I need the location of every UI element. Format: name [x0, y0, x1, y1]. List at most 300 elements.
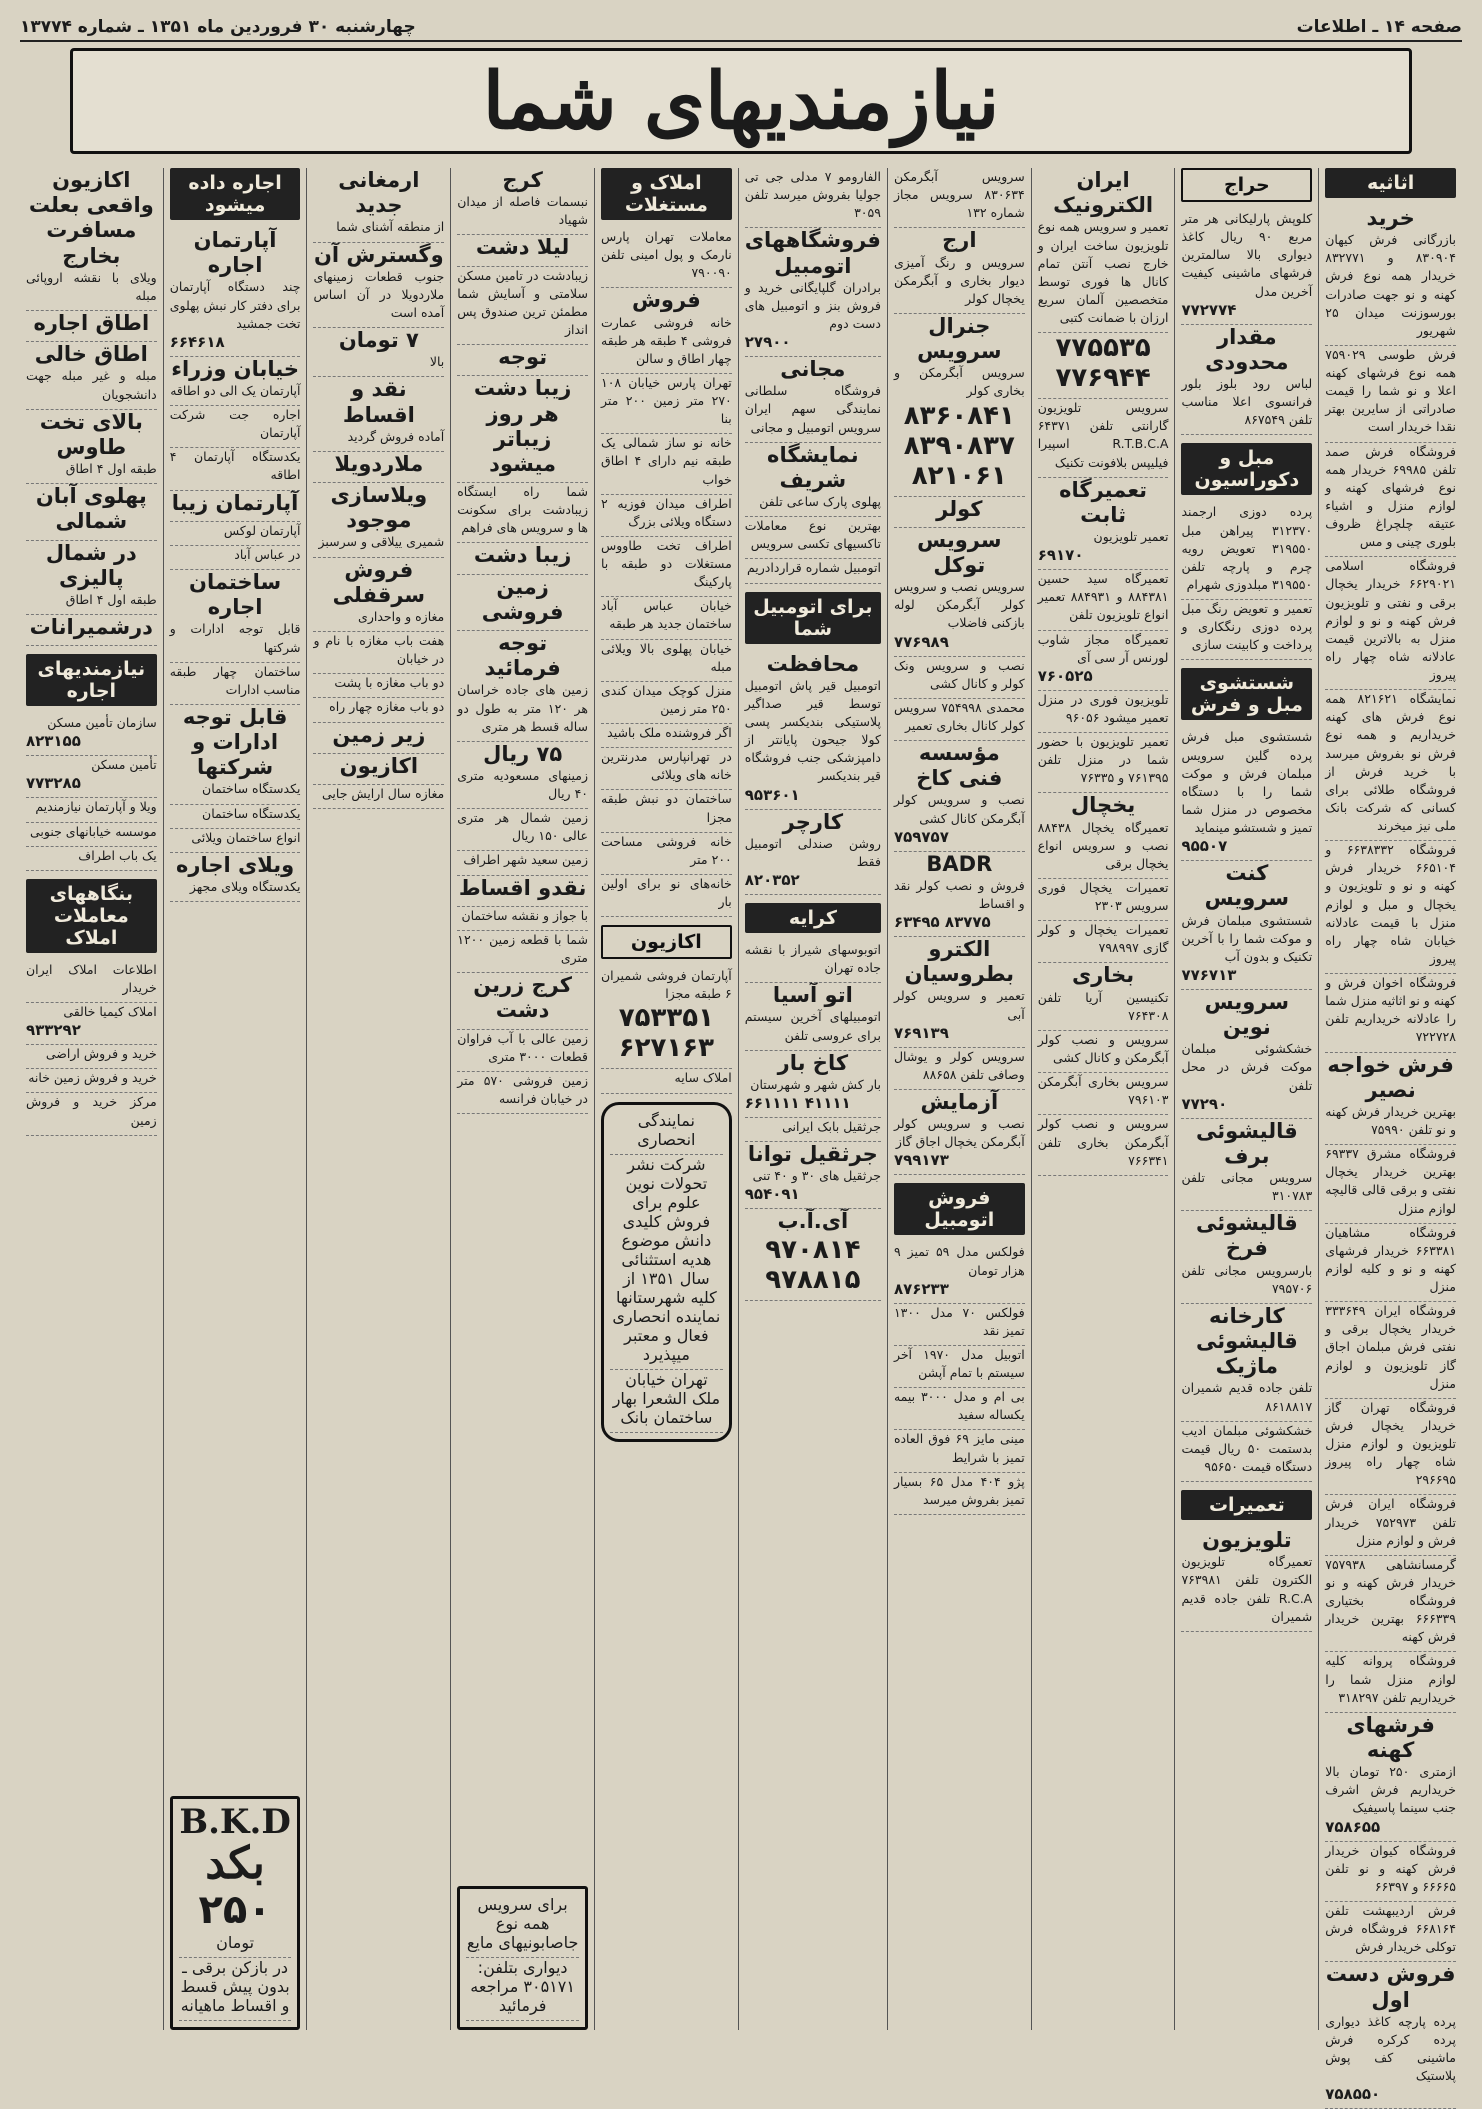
ad-body: فروشگاه سلطانی نمایندگی سهم ایران سرویس اتومبیل و مجانی	[744, 383, 881, 435]
ad-body: فروشگاه ایران فرش تلفن ۷۵۲۹۷۳ خریدار فرش و لوازم منزل	[1325, 1496, 1456, 1548]
bkd-price: ۲۵۰	[198, 1887, 272, 1933]
ad-body: گرمسانشاهی ۷۵۷۹۳۸ خریدار فرش کهنه و نو فروشگاه بختیاری ۶۶۶۳۳۹ بهترین خریدار فرش کهنه	[1325, 1556, 1456, 1645]
ad-body: فروشگاه کیوان خریدار فرش کهنه و نو تلفن ۶۶۶۶۵ و ۶۶۳۹۷	[1325, 1842, 1456, 1894]
ad-body: زمین فروشی ۵۷۰ متر در خیابان فرانسه	[457, 1072, 588, 1106]
classified-ad	[1038, 478, 1169, 571]
classified-ad	[26, 1003, 157, 1045]
ad-body: پژو ۴۰۴ مدل ۶۵ بسیار تمیز بفروش میرسد	[893, 1473, 1025, 1507]
ad-body: پرده دوزی ارجمند ۳۱۲۳۷۰ پیراهن مبل ۳۱۹۵۵۰ تعویض رویه چرم و پارچه تلفن ۳۱۹۵۵۰ مبلدوزی شهرام	[1181, 504, 1313, 592]
ad-title: یخچال	[1070, 793, 1136, 818]
column-cooler	[887, 168, 1031, 2030]
classified-ad	[894, 1473, 1025, 1515]
ad-title: آی.آ.ب	[777, 1209, 849, 1234]
ad-title: زیر زمین	[332, 722, 426, 747]
ad-body: نصب و سرویس ونک کولر و کانال کشی	[893, 657, 1025, 691]
classified-ad	[1325, 443, 1456, 558]
classified-ad	[170, 491, 301, 522]
ad-body: دو باب مغازه چهار راه	[329, 699, 445, 715]
ad-body: فروشگاه اخوان فرش و کهنه و نو اثاثیه منزل شما را عادلانه خریداریم تلفن ۷۲۲۷۲۸	[1325, 975, 1456, 1045]
ad-list	[457, 168, 588, 1114]
classified-ad	[1325, 1902, 1456, 1962]
ad-body: تلفن جاده قدیم شمیران ۸۶۱۸۸۱۷	[1181, 1380, 1313, 1414]
ad-body: سرویس تلویزیون گارانتی تلفن ۶۴۳۷۱ R.T.B.C.A اسپیرا فیلیپس بلافونت تکنیک	[1037, 400, 1169, 470]
ad-body: طبقه اول ۴ اطاق	[65, 591, 157, 607]
ad-body: سرویس آبگرمکن و بخاری کولر	[893, 365, 1025, 399]
ad-body: خیابان عباس آباد ساختمان جدید هر طبقه	[601, 598, 732, 632]
ad-body: پهلوی پارک ساعی تلفن	[759, 494, 881, 510]
classified-ad	[745, 443, 881, 518]
ad-title: ۷ تومان	[338, 328, 419, 353]
ad-phone: ۷۷۶۷۱۳	[1181, 965, 1237, 984]
classified-ad	[1325, 1495, 1456, 1555]
ad-body: سرویس و رنگ آمیزی دیوار بخاری و آبگرمکن یخچال کولر	[893, 254, 1025, 306]
classified-ad	[170, 663, 301, 705]
classified-ad	[457, 267, 588, 346]
ad-body: اطراف میدان فوزیه ۲ دستگاه ویلائی بزرگ	[601, 495, 732, 529]
classified-ad	[1038, 879, 1169, 921]
classified-ad	[894, 937, 1025, 1048]
classified-ad	[1038, 733, 1169, 793]
ad-title: آپارتمان زیبا	[171, 490, 299, 515]
classified-ad	[1325, 1842, 1456, 1902]
ad-body: خشکشوئی مبلمان ادیب بدستمت ۵۰ ریال قیمت دستگاه قیمت ۹۵۶۵۰	[1181, 1422, 1313, 1474]
ad-title: قابل توجه ادارات و شرکتها	[182, 704, 288, 780]
classified-ad	[1325, 1652, 1456, 1712]
classified-ad	[894, 741, 1025, 852]
classified-ad	[1038, 691, 1169, 733]
ad-title: در شمال پالیزی	[45, 540, 137, 590]
ad-title: محافظت	[766, 651, 860, 676]
ad-title: آزمایش	[920, 1089, 999, 1114]
classified-ad	[26, 847, 157, 871]
ad-title: فرشهای کهنه	[1346, 1712, 1435, 1762]
classified-ad	[894, 852, 1025, 937]
ad-title: ۷۵ ریال	[483, 741, 563, 766]
ad-body: منزل کوچک میدان کندی ۲۵۰ متر زمین	[601, 682, 732, 716]
ad-body: خرید و فروش زمین خانه	[28, 1070, 157, 1086]
classified-ad	[1038, 963, 1169, 1030]
ad-list	[1181, 728, 1312, 1482]
classified-ad	[601, 875, 732, 917]
classified-ad	[26, 1069, 157, 1093]
ad-body: طبقه اول ۴ اطاق	[65, 461, 157, 476]
ad-phone: ۷۵۸۶۵۵	[1325, 1817, 1381, 1836]
ad-body: زمین های جاده خراسان هر ۱۲۰ متر به طول دو ساله قسط هر متری	[457, 682, 588, 734]
classified-ad	[457, 876, 588, 907]
ad-body: دیواری بتلفن: ۳۰۵۱۷۱ مراجعه فرمائید	[466, 1958, 579, 2021]
ad-body: تعمیرگاه یخچال ۸۸۴۳۸ نصب و سرویس انواع یخچال برقی	[1037, 819, 1169, 871]
classified-ad	[745, 228, 881, 357]
ad-list	[745, 652, 881, 895]
ad-list	[26, 168, 157, 646]
ad-title: کرج زرین دشت	[473, 973, 572, 1023]
classified-ad	[1181, 325, 1312, 436]
spacer	[170, 910, 301, 1788]
ad-body: خشکشوئی مبلمان موکت فرش در محل تلفن	[1181, 1041, 1313, 1093]
ad-body: یکدستگاه آپارتمان ۴ اطاقه	[169, 449, 301, 483]
ad-body: اگر فروشنده ملک باشید	[607, 725, 732, 741]
classified-ad	[26, 798, 157, 822]
ad-body: تعمیر تلویزیون با حضور شما در منزل تلفن ۷۶۱۳۹۵ و ۷۶۳۳۵	[1037, 734, 1169, 786]
classified-ad	[457, 345, 588, 376]
classified-ad	[1325, 1713, 1456, 1842]
classified-ad	[1038, 1115, 1169, 1175]
ad-body: املاک کیمیا خالقی	[63, 1004, 157, 1020]
classified-ad	[1181, 728, 1312, 861]
ad-body: فروشگاه ۶۶۳۸۳۳۲ و ۶۶۵۱۰۴ خریدار فرش کهنه و نو و تلویزیون و یخچال و مبل و لوازم منزل با قیمت عادلانه خیابان شاه چهار راه پیروز	[1325, 842, 1456, 966]
classified-ad	[601, 374, 732, 434]
ad-body: کلوپش پارلیکانی هر متر مربع ۹۰ ریال کاغذ دیواری بالا سالمترین فرشهای ماشینی کیفیت آخرین مدل	[1181, 211, 1313, 299]
ad-body: شمیری ییلاقی و سرسبز	[318, 534, 445, 550]
ad-body: شستشوی مبلمان فرش و موکت شما را با آخرین تکنیک و بدون آب	[1181, 912, 1313, 964]
section-header: حراج	[1181, 168, 1312, 202]
ad-list	[26, 961, 157, 1136]
section-header: نیازمندیهای اجاره	[26, 654, 157, 706]
ad-title: جرثقیل توانا	[747, 1142, 878, 1167]
ad-body: بازرگانی فرش کیهان ۸۳۰۹۰۴ و ۸۳۲۷۷۱ خریدار همه نوع فرش کهنه و نو جهت صادرات بورسوزنت میدان ۲۵ شهریور	[1325, 232, 1456, 338]
classified-ad	[1038, 631, 1169, 691]
ad-body: اتوبوسهای شیراز با نقشه جاده تهران	[744, 941, 881, 976]
classified-ad	[894, 168, 1025, 228]
classified-ad	[170, 546, 301, 570]
ad-body: خانه فروشی عمارت فروشی ۴ طبقه هر طبقه چهار اطاق و سالن	[601, 314, 732, 366]
ad-title: ملاردویلا	[334, 451, 424, 476]
classified-ad	[894, 699, 1025, 741]
classified-ad	[170, 570, 301, 663]
ad-phone: ۷۵۹۷۵۷	[893, 827, 949, 846]
classified-ad	[1325, 690, 1456, 841]
classified-ad	[1325, 557, 1456, 690]
classified-ad	[26, 168, 157, 311]
ad-body: تکنیسین آریا تلفن ۷۶۴۳۰۸	[1037, 989, 1169, 1023]
classified-ad	[170, 448, 301, 490]
classified-ad	[894, 528, 1025, 657]
ad-body: دو باب مغازه با پشت	[334, 675, 445, 691]
ad-title: زیبا دشت هر روز زیباتر میشود	[473, 376, 572, 476]
classified-ad	[894, 1243, 1025, 1303]
ad-title: ارمغانی جدید	[338, 168, 420, 218]
ad-title: خرید	[1366, 206, 1415, 230]
page-runner	[20, 14, 1462, 42]
ad-body: یکدستگاه ساختمان	[202, 781, 301, 797]
ad-body: خرید و فروش اراضی	[45, 1046, 157, 1062]
ad-title: کرج	[502, 168, 543, 192]
classified-ad	[1181, 990, 1312, 1119]
ad-phone: ۶۹۱۷۰	[1037, 546, 1084, 565]
ad-body: خانه‌های نو برای اولین بار	[601, 875, 732, 910]
ad-title: ویلای اجاره	[176, 852, 295, 877]
ad-body: یک باب اطراف	[78, 847, 157, 863]
ad-body: املاک سایه	[674, 1070, 732, 1086]
ad-list	[745, 168, 881, 584]
classified-ad	[1038, 333, 1169, 399]
ad-phone: ۷۷۳۲۸۵	[25, 774, 81, 793]
ad-body: تأمین مسکن	[91, 757, 157, 773]
ad-title: قالیشوئی فرخ	[1195, 1211, 1298, 1261]
ad-body: آماده فروش گردید	[347, 428, 445, 444]
ad-body: اتومبیل شماره قراردادریم	[746, 560, 881, 576]
classified-ad	[1325, 1224, 1456, 1303]
ad-body: فولکس ۷۰ مدل ۱۳۰۰ تمیز نقد	[893, 1304, 1025, 1338]
classified-ad	[26, 714, 157, 756]
ad-body: یکدستگاه ساختمان	[202, 805, 301, 821]
ad-list	[601, 967, 732, 1093]
ad-body: جنوب قطعات زمینهای ملاردویلا در آن اساس آمده است	[313, 268, 445, 320]
bkd-door-opener-ad	[170, 1796, 301, 2030]
ad-body: بارسرویس مجانی تلفن ۷۹۵۷۰۶	[1181, 1262, 1313, 1296]
ad-address: تهران خیابان ملک الشعرا بهار ساختمان بانک	[610, 1370, 723, 1433]
column-rental	[163, 168, 307, 2030]
ad-list	[601, 228, 732, 917]
ad-body: بالا	[429, 354, 445, 370]
classified-ad	[313, 328, 444, 377]
ad-body: شما راه ایستگاه زیبادشت برای سکونت ها و سرویس های فراهم	[457, 484, 588, 536]
ad-body: انواع ساختمان ویلائی	[191, 829, 301, 845]
ad-phone: ۹۷۰۸۱۴ ۹۷۸۸۱۵	[765, 1234, 861, 1295]
classified-ad	[894, 228, 1025, 314]
ad-title: ساختمان اجاره	[189, 570, 282, 620]
ad-body: بی ام و مدل ۳۰۰۰ بیمه یکساله سفید	[893, 1389, 1025, 1423]
classified-ad	[1181, 503, 1312, 600]
classified-ad	[601, 833, 732, 875]
ad-body: روشن صندلی اتومبیل فقط	[744, 835, 881, 869]
bkd-price-unit: تومان	[179, 1933, 292, 1958]
ad-body: هفت باب مغازه با نام و در خیابان	[313, 633, 445, 667]
classified-ad	[26, 823, 157, 847]
ad-list	[1181, 503, 1312, 660]
classified-ad	[170, 805, 301, 829]
classified-ad	[745, 357, 881, 443]
soap-dispenser-ad	[457, 1886, 588, 2030]
bkd-logo: B.K.D	[179, 1802, 291, 1843]
ad-body: در تهرانپارس مدرنترین خانه های ویلائی	[601, 749, 732, 783]
classified-ad	[1325, 1302, 1456, 1399]
ad-title: فروش سرقفلی	[332, 557, 426, 607]
ad-title: تعمیرگاه ثابت	[1059, 477, 1148, 527]
classified-ad	[313, 674, 444, 698]
classified-ad	[1181, 1211, 1312, 1304]
ad-body: تعمیرگاه تلویزیون الکترون تلفن ۷۶۳۹۸۱ R.C.A تلفن جاده قدیم شمیران	[1181, 1554, 1313, 1624]
classified-ad	[1038, 570, 1169, 630]
classified-ad	[457, 1030, 588, 1072]
ad-body: تهران پارس خیابان ۱۰۸ ۲۷۰ متر زمین ۲۰۰ متر بنا	[601, 374, 732, 427]
ad-body: بار کش شهر و شهرستان	[750, 1076, 881, 1092]
ad-body: اتوبیل مدل ۱۹۷۰ آخر سیستم با تمام آپشن	[893, 1346, 1025, 1380]
ad-body: تعمیر تلویزیون	[1093, 529, 1169, 544]
ad-body: اتومبیلهای آخرین سیستم برای عروسی تلفن	[744, 1009, 881, 1043]
ad-title: پهلوی آبان شمالی	[35, 484, 147, 534]
classified-ad	[601, 748, 732, 790]
classified-ad	[601, 495, 732, 537]
classified-ad	[894, 1048, 1025, 1090]
classified-ad	[601, 537, 732, 597]
ad-title: اکازیون واقعی بعلت مسافرت بخارج	[28, 168, 154, 268]
ad-body: تعمیر و سرویس کولر آبی	[893, 988, 1025, 1022]
bkd-name: بکد	[205, 1837, 265, 1889]
classified-ad	[1325, 1053, 1456, 1146]
classified-ad	[26, 484, 157, 540]
ad-body: آپارتمان لوکس	[223, 522, 301, 538]
classified-ad	[313, 723, 444, 754]
ad-body: زیبادشت در تامین مسکن سلامتی و آسایش شما مطمئن ترین صندوق پس انداز	[457, 267, 588, 337]
classified-ad	[457, 543, 588, 574]
classified-ad	[745, 1209, 881, 1300]
classified-ad	[745, 1051, 881, 1118]
ad-title: لیلا دشت	[475, 235, 570, 260]
classified-ad	[170, 522, 301, 546]
classified-ad	[26, 1093, 157, 1135]
ad-title: نقد و اقساط	[342, 377, 415, 427]
ad-list	[894, 1243, 1025, 1515]
section-header: فروش اتومبیل	[894, 1183, 1025, 1235]
ad-body: مینی مایز ۶۹ فوق العاده تمیز با شرایط	[893, 1431, 1025, 1465]
ad-title: خیابان وزراء	[171, 356, 299, 381]
ad-title: نقدو اقساط	[458, 875, 587, 900]
ad-title: BADR	[926, 851, 993, 876]
classified-ad	[26, 1045, 157, 1069]
classified-ad	[313, 632, 444, 674]
ad-list	[745, 941, 881, 1301]
ad-title: توجه	[498, 345, 548, 370]
ad-title: توجه فرمائید	[484, 631, 561, 681]
ad-title: کاخ بار	[777, 1050, 849, 1075]
ad-body: محمدی ۷۵۴۹۹۸ سرویس کولر کانال بخاری تعمیر	[893, 699, 1025, 733]
ad-title: تلویزیون	[1202, 1528, 1292, 1553]
classified-ad	[457, 168, 588, 235]
classified-ad	[745, 1118, 881, 1142]
classified-ad	[745, 517, 881, 559]
ad-title: فروش	[631, 288, 701, 313]
ad-list	[894, 168, 1025, 1175]
ad-title: ایران الکترونیک	[1053, 168, 1154, 218]
ad-phone: ۷۷۵۵۳۵ ۷۷۶۹۴۴	[1055, 333, 1151, 394]
ad-body: بهترین نوع معاملات تاکسیهای تکسی سرویس	[744, 518, 881, 552]
ad-body: ویلا و آپارتمان نیازمندیم	[35, 799, 157, 815]
ad-list	[1181, 210, 1312, 435]
ad-body: قابل توجه ادارات و شرکتها	[169, 621, 301, 655]
column-electronics	[1031, 168, 1175, 2030]
ad-title: کارچر	[782, 809, 844, 834]
classified-ad	[457, 483, 588, 543]
section-header: کرایه	[745, 903, 881, 933]
ad-body: معاملات تهران پارس نارمک و پول امینی تلفن ۷۹۰۰۹۰	[601, 229, 732, 281]
classified-ad	[457, 851, 588, 875]
section-header: اثاثیه	[1325, 168, 1456, 198]
ad-phone: ۹۵۴۰۹۱	[744, 1185, 800, 1204]
classified-ad	[26, 756, 157, 798]
classified-ad	[894, 1090, 1025, 1175]
ad-phone: ۸۲۰۳۵۲	[744, 870, 800, 889]
classified-ad	[313, 785, 444, 809]
classified-ad	[601, 434, 732, 494]
classified-ad	[894, 657, 1025, 699]
ad-title: مؤسسه فنی کاخ	[916, 741, 1003, 791]
ad-body: آپارتمان یک الی دو اطاقه	[170, 382, 301, 398]
ad-body: سرویس مجانی تلفن ۳۱۰۷۸۳	[1181, 1170, 1313, 1204]
ad-body: فروشگاه مشاهیان ۶۶۳۳۸۱ خریدار فرشهای کهنه و نو و کلیه لوازم منزل	[1325, 1224, 1456, 1295]
runner-page-label: صفحه ۱۴ ـ اطلاعات	[1296, 17, 1462, 37]
classified-ad	[601, 1069, 732, 1093]
ad-title: بالای تخت طاوس	[39, 409, 143, 459]
classified-ad	[1038, 168, 1169, 333]
column-land	[450, 168, 594, 2030]
ad-body: برادران گلپایگانی خرید و فروش بنز و اتومبیل های دست دوم	[744, 279, 881, 331]
bkd-body: در بازکن برقی ـ بدون پیش قسط و اقساط ماهیانه	[179, 1958, 292, 2021]
ad-title: قالیشوئی برف	[1195, 1118, 1298, 1168]
classified-ad	[1038, 1073, 1169, 1115]
ad-body: فروشگاه تهران گاز خریدار یخچال فرش تلویزیون و لوازم منزل شاه چهار راه پیروز ۲۹۶۶۹۵	[1325, 1399, 1456, 1488]
classified-ad	[894, 1430, 1025, 1472]
ad-list	[170, 228, 301, 902]
classified-ad	[26, 615, 157, 646]
ad-title: فروش دست اول	[1325, 1962, 1456, 2012]
ad-list	[26, 714, 157, 871]
ad-body: تلویزیون فوری در منزل تعمیر میشود ۹۶۰۵۶	[1037, 691, 1169, 725]
runner-date-label: چهارشنبه ۳۰ فروردین ماه ۱۳۵۱ ـ شماره ۱۳۷۷۴	[20, 17, 416, 37]
ad-list	[1181, 1528, 1312, 1632]
classified-ad	[457, 1072, 588, 1114]
section-header: اکازیون	[601, 925, 732, 959]
classifieds-banner	[70, 48, 1412, 154]
ad-body: زمینهای مسعودیه متری ۴۰ ریال	[457, 767, 588, 802]
classified-ad	[745, 652, 881, 810]
ad-body: ساختمان چهار طبقه مناسب ادارات	[169, 663, 301, 697]
classified-ad	[1325, 346, 1456, 443]
classified-ad	[894, 497, 1025, 528]
ad-title: جنرال سرویس	[917, 313, 1002, 364]
ad-body: شستشوی مبل فرش پرده گلین سرویس مبلمان فرش و موکت شما را با دستگاه مخصوص در منزل شما تمیز و شستشو مینماید	[1181, 729, 1313, 835]
ad-body: ازمتری ۲۵۰ تومان بالا خریداریم فرش اشرف جنب سینما پاسیفیک	[1325, 1764, 1457, 1816]
classified-ad	[170, 853, 301, 902]
classified-ad	[457, 376, 588, 483]
classified-ad	[1038, 921, 1169, 963]
ad-title: مجانی	[780, 357, 846, 382]
ad-phone: ۸۲۳۱۵۵	[25, 732, 81, 751]
classified-ad	[894, 314, 1025, 497]
ad-body: فروش و نصب کولر نقد و اقساط	[893, 877, 1025, 911]
ad-phone: ۶۳۴۹۵ ۸۳۷۷۵	[893, 913, 991, 932]
section-header: تعمیرات	[1181, 1490, 1312, 1520]
classified-ad	[1325, 1399, 1456, 1496]
ad-body: خیابان پهلوی بالا ویلائی مبله	[601, 640, 732, 674]
classified-ad	[170, 705, 301, 805]
ad-phone: ۷۵۳۳۵۱ ۶۲۷۱۶۳	[618, 1003, 714, 1064]
classified-ad	[894, 1388, 1025, 1430]
ad-body: ویلای با نقشه اروپائی مبله	[25, 269, 157, 303]
ad-phone: ۹۵۳۶۰۱	[744, 785, 800, 804]
classified-ad	[313, 754, 444, 785]
ad-title: برای سرویس همه نوع جاصابونیهای مایع	[466, 1895, 579, 1958]
ad-title: بخاری	[1071, 963, 1135, 988]
ad-body: فروشگاه فرش صمد تلفن ۶۹۹۸۵ خریدار همه نوع فرشهای کهنه و لوازم منزل و اشیاء عتیقه چلچراغ ظروف بلوری چینی و مس	[1325, 443, 1457, 550]
classified-ad	[601, 967, 732, 1069]
ad-body: خانه نو ساز شمالی یک طبقه نیم دارای ۴ اطاق خواب	[601, 435, 732, 487]
spacer	[457, 1122, 588, 1878]
ad-body: سرویس بخاری آبگرمکن ۷۹۶۱۰۳	[1037, 1074, 1169, 1108]
ad-body: فروشگاه پروانه کلیه لوازم منزل شما را خریداریم تلفن ۳۱۸۲۹۷	[1325, 1653, 1456, 1705]
classified-ad	[1325, 841, 1456, 974]
classified-ad	[601, 597, 732, 639]
ad-body: فولکس مدل ۵۹ تمیز ۹ هزار تومان	[893, 1244, 1025, 1278]
ad-body: پرده پارچه کاغذ دیواری پرده کرکره فرش ماشینی کف پوش پلاستیک	[1325, 2013, 1456, 2084]
classified-ad	[170, 406, 301, 448]
classified-ad	[1181, 1422, 1312, 1482]
banner-title: نیازمندیهای شما	[482, 55, 1000, 147]
ad-body: یکدستگاه ویلای مجهز	[189, 879, 301, 894]
classified-ad	[457, 931, 588, 973]
classified-ad	[745, 810, 881, 895]
ad-body: سرویس و نصب کولر آبگرمکن بخاری تلفن ۷۶۶۳۴۱	[1037, 1116, 1169, 1168]
